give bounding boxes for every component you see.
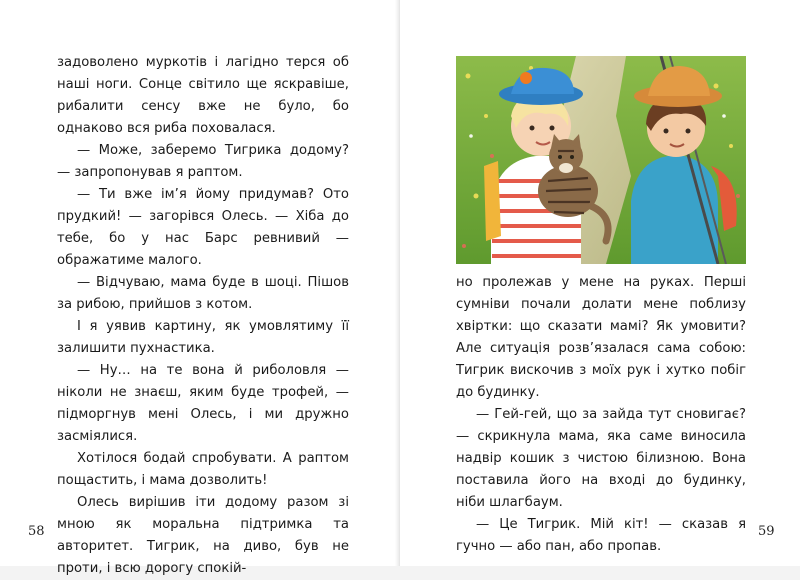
paragraph: но пролежав у мене на руках. Перші сумніви почали долати мене поблизу хвіртки: що сказати мамі? Як умовити? Але ситуація розв’язалася сама собою: Тигрик вискочив з моїх рук і хутко побіг до будинку. xyxy=(456,275,746,400)
paragraph: задоволено муркотів і лагідно терся об наші ноги. Сонце світило ще яскравіше, рибалити сенсу вже не було, бо однаково вся риба поховалася. xyxy=(57,55,349,136)
paragraph: — Може, заберемо Тигрика додому? — запропонував я раптом. xyxy=(57,143,349,180)
illustration-two-boys-with-cat xyxy=(456,56,746,264)
paragraph: — Гей-гей, що за зайда тут сновигає? — скрикнула мама, яка саме виносила надвір кошик з чистою білизною. Вона поставила його на вході до будинку, ніби шлагбаум. xyxy=(456,407,746,510)
paragraph: — Ну… на те вона й риболовля — ніколи не знаєш, яким буде трофей, — підморгнув мені Олесь, і ми дружно засміялися. xyxy=(57,363,349,444)
paragraph: — Ти вже ім’я йому придумав? Ото прудкий! — загорівся Олесь. — Хіба до тебе, бо у нас Барс ревнивий — ображатиме малого. xyxy=(57,187,349,268)
left-page-text xyxy=(57,52,349,580)
paragraph: І я уявив картину, як умовлятиму її залишити пухнастика. xyxy=(57,319,349,356)
paragraph: Олесь вирішив іти додому разом зі мною як моральна підтримка та авторитет. Тигрик, на диво, був не проти, і всю дорогу спокій- xyxy=(57,495,349,576)
page-number-right: 59 xyxy=(758,524,775,539)
right-page xyxy=(400,0,800,566)
left-page xyxy=(0,0,396,576)
right-page-text xyxy=(456,272,746,558)
paragraph: — Відчуваю, мама буде в шоці. Пішов за рибою, прийшов з котом. xyxy=(57,275,349,312)
paragraph: Хотілося бодай спробувати. А раптом пощастить, і мама дозволить! xyxy=(57,451,349,488)
page-number-left: 58 xyxy=(28,524,45,539)
paragraph: — Це Тигрик. Мій кіт! — сказав я гучно — або пан, або пропав. xyxy=(456,517,746,554)
